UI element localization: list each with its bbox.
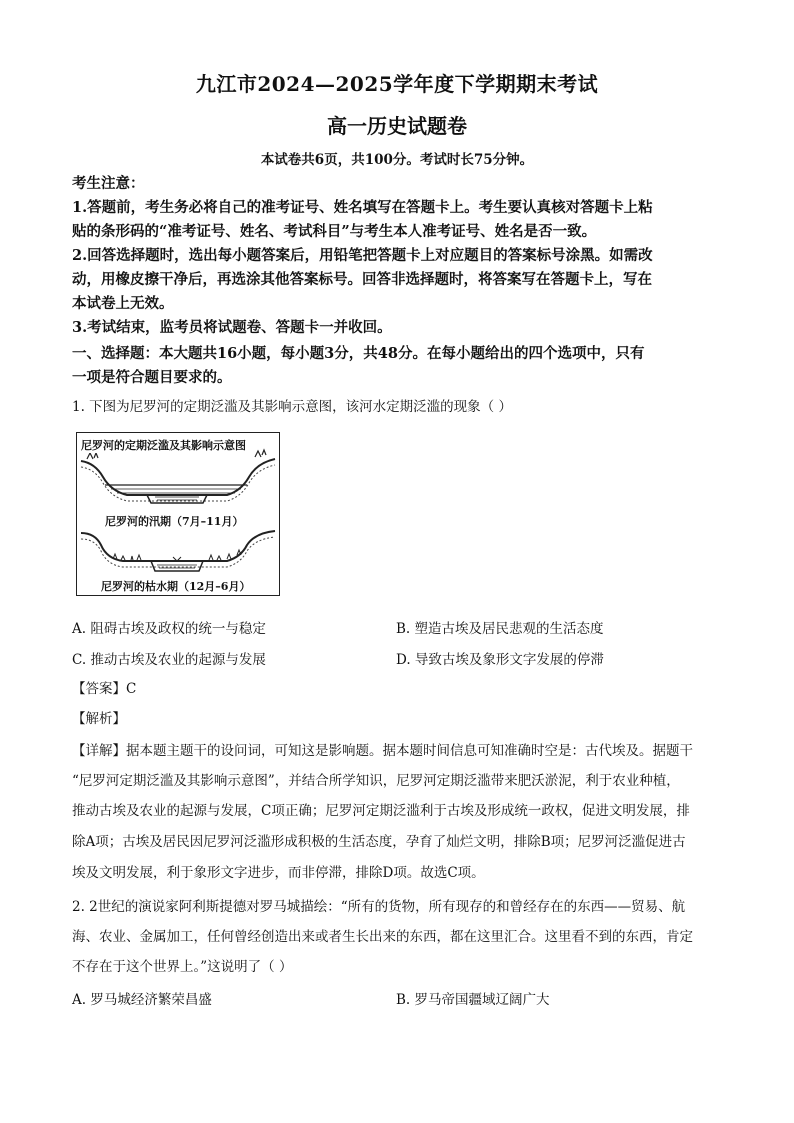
question-1-option-a: A. 阻碍古埃及政权的统一与稳定 (72, 621, 266, 637)
notice-line: 本试卷上无效。 (72, 295, 174, 312)
section-heading: 一、选择题：本大题共16小题，每小题3分，共48分。在每小题给出的四个选项中，只有 (72, 345, 645, 362)
flood-season-label: 尼罗河的汛期（7月–11月） (105, 515, 244, 528)
nile-flood-figure (76, 432, 280, 596)
question-1-detail-line: 除A项；古埃及居民因尼罗河泛滥形成积极的生活态度，孕育了灿烂文明，排除B项；尼罗河泛滥促进古 (72, 834, 686, 850)
notice-heading: 考生注意： (72, 175, 145, 192)
notice-line: 3.考试结束，监考员将试题卷、答题卡一并收回。 (72, 319, 392, 336)
question-1-detail-line: 【详解】据本题主题干的设问词，可知这是影响题。据本题时间信息可知准确时空是：古代埃及。据题干 (72, 743, 693, 759)
question-2-stem-line: 2. 2世纪的演说家阿利斯提德对罗马城描绘：“所有的货物，所有现存的和曾经存在的东西——贸易、航 (72, 899, 686, 915)
question-1-option-d: D. 导致古埃及象形文字发展的停滞 (396, 652, 604, 668)
exam-info: 本试卷共6页，共100分。考试时长75分钟。 (260, 152, 534, 168)
notice-line: 动，用橡皮擦干净后，再选涂其他答案标号。回答非选择题时，将答案写在答题卡上，写在 (72, 271, 652, 288)
question-2-stem-line: 不存在于这个世界上。”这说明了（ ） (72, 959, 293, 975)
question-1-analysis-heading: 【解析】 (72, 711, 126, 727)
notice-line: 贴的条形码的“准考证号、姓名、考试科目”与考生本人准考证号、姓名是否一致。 (72, 223, 597, 240)
exam-subtitle: 高一历史试题卷 (327, 114, 467, 138)
exam-title: 九江市2024—2025学年度下学期期末考试 (195, 72, 599, 96)
question-2-option-a: A. 罗马城经济繁荣昌盛 (72, 992, 212, 1008)
question-1-detail-line: 埃及文明发展，利于象形文字进步，而非停滞，排除D项。故选C项。 (72, 865, 485, 881)
question-1-detail-line: 推动古埃及农业的起源与发展，C项正确；尼罗河定期泛滥利于古埃及形成统一政权，促进文明发展，排 (72, 803, 690, 819)
question-1-option-b: B. 塑造古埃及居民悲观的生活态度 (396, 621, 604, 637)
question-1-stem: 1. 下图为尼罗河的定期泛滥及其影响示意图，该河水定期泛滥的现象（ ） (72, 399, 512, 415)
question-1-option-c: C. 推动古埃及农业的起源与发展 (72, 652, 266, 668)
notice-line: 1.答题前，考生务必将自己的准考证号、姓名填写在答题卡上。考生要认真核对答题卡上粘 (72, 199, 653, 216)
question-1-detail-line: “尼罗河定期泛滥及其影响示意图”，并结合所学知识，尼罗河定期泛滥带来肥沃淤泥，利于农业种植， (72, 773, 680, 789)
question-2-option-b: B. 罗马帝国疆域辽阔广大 (396, 992, 550, 1008)
question-1-answer: 【答案】C (72, 681, 137, 697)
question-2-stem-line: 海、农业、金属加工，任何曾经创造出来或者生长出来的东西，都在这里汇合。这里看不到的东西，肯定 (72, 929, 693, 945)
dry-season-label: 尼罗河的枯水期（12月–6月） (101, 580, 251, 593)
section-heading: 一项是符合题目要求的。 (72, 369, 232, 386)
figure-title: 尼罗河的定期泛滥及其影响示意图 (81, 439, 246, 452)
notice-line: 2.回答选择题时，选出每小题答案后，用铅笔把答题卡上对应题目的答案标号涂黑。如需改 (72, 247, 653, 264)
